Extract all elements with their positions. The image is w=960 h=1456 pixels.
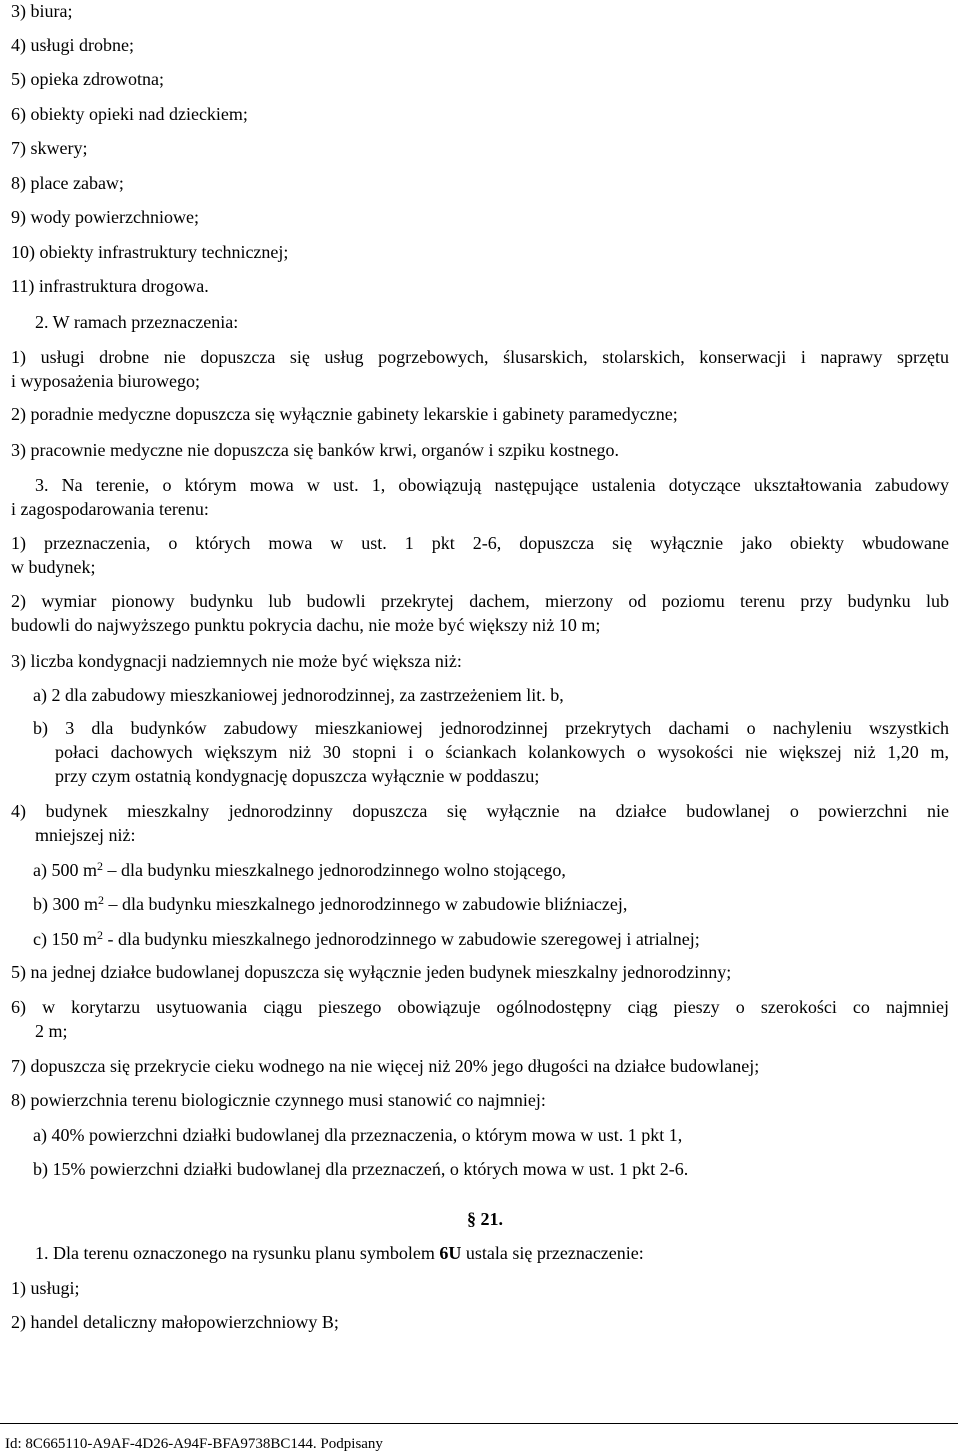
- sub-list-item: b) 15% powierzchni działki budowlanej dla przeznaczeń, o których mowa w ust. 1 pkt 2-6.: [33, 1159, 689, 1179]
- paragraph-line: 4) budynek mieszkalny jednorodzinny dopuszcza się wyłącznie na działce budowlanej o powierzchni nie: [11, 801, 949, 821]
- list-item: 10) obiekty infrastruktury technicznej;: [11, 242, 289, 262]
- paragraph-line: b) 3 dla budynków zabudowy mieszkaniowej jednorodzinnej przekrytych dachami o nachyleniu wszystkich: [33, 718, 949, 738]
- section-heading: 3. Na terenie, o którym mowa w ust. 1, obowiązują następujące ustalenia dotyczące ukształtowania zabudowy: [35, 475, 949, 495]
- paragraph-line: budowli do najwyższego punktu pokrycia dachu, nie może być większy niż 10 m;: [11, 615, 601, 635]
- sub-list-item: b) 300 $m^2$ – dla budynku mieszkalnego jednorodzinnego w zabudowie bliźniaczej,: [33, 893, 628, 914]
- paragraph-number: § 21.: [467, 1209, 503, 1229]
- list-item: 2) poradnie medyczne dopuszcza się wyłącznie gabinety lekarskie i gabinety paramedyczne;: [11, 404, 678, 424]
- list-item: 5) na jednej działce budowlanej dopuszcza się wyłącznie jeden budynek mieszkalny jednorodzinny;: [11, 962, 732, 982]
- paragraph-line: 2 m;: [35, 1021, 68, 1041]
- sub-list-item: a) 2 dla zabudowy mieszkaniowej jednorodzinnej, za zastrzeżeniem lit. b,: [33, 685, 564, 705]
- sub-list-item: a) 40% powierzchni działki budowlanej dla przeznaczenia, o którym mowa w ust. 1 pkt 1,: [33, 1125, 683, 1145]
- paragraph-line: przy czym ostatnią kondygnację dopuszcza wyłącznie w poddaszu;: [55, 766, 540, 786]
- paragraph-line: 2) wymiar pionowy budynku lub budowli przekrytej dachem, mierzony od poziomu terenu przy budynku lub: [11, 591, 949, 611]
- list-item: 6) obiekty opieki nad dzieckiem;: [11, 104, 248, 124]
- paragraph-line: mniejszej niż:: [35, 825, 136, 845]
- sub-list-item: c) 150 $m^2$ - dla budynku mieszkalnego jednorodzinnego w zabudowie szeregowej i atrialnej;: [33, 928, 700, 949]
- sub-list-item: a) 500 $m^2$ – dla budynku mieszkalnego jednorodzinnego wolno stojącego,: [33, 859, 566, 880]
- list-item: 8) place zabaw;: [11, 173, 124, 193]
- list-item: 11) infrastruktura drogowa.: [11, 276, 209, 296]
- footer-divider: [0, 1423, 958, 1424]
- paragraph-line: i wyposażenia biurowego;: [11, 371, 200, 391]
- paragraph-line: i zagospodarowania terenu:: [11, 499, 209, 519]
- list-item: 1) usługi;: [11, 1278, 80, 1298]
- list-item: 5) opieka zdrowotna;: [11, 69, 164, 89]
- list-item: 3) liczba kondygnacji nadziemnych nie może być większa niż:: [11, 651, 462, 671]
- list-item: 7) skwery;: [11, 138, 88, 158]
- section-heading: 2. W ramach przeznaczenia:: [35, 312, 239, 332]
- list-item: 9) wody powierzchniowe;: [11, 207, 199, 227]
- paragraph-line: 1) przeznaczenia, o których mowa w ust. 1 pkt 2-6, dopuszcza się wyłącznie jako obiekty wbudowane: [11, 533, 949, 553]
- list-item: 3) pracownie medyczne nie dopuszcza się banków krwi, organów i szpiku kostnego.: [11, 440, 619, 460]
- paragraph-line: połaci dachowych większym niż 30 stopni i o ściankach kolankowych o wysokości nie większej niż 1,20 m,: [55, 742, 949, 762]
- section-heading: 1. Dla terenu oznaczonego na rysunku planu symbolem 6U ustala się przeznaczenie:: [35, 1243, 644, 1263]
- list-item: 2) handel detaliczny małopowierzchniowy B;: [11, 1312, 339, 1332]
- paragraph-line: 6) w korytarzu usytuowania ciągu pieszego obowiązuje ogólnodostępny ciąg pieszy o szerokości co najmniej: [11, 997, 949, 1017]
- document-footer: Id: 8C665110-A9AF-4D26-A94F-BFA9738BC144. Podpisany: [5, 1436, 383, 1452]
- list-item: 8) powierzchnia terenu biologicznie czynnego musi stanowić co najmniej:: [11, 1090, 546, 1110]
- list-item: 3) biura;: [11, 1, 73, 21]
- paragraph-line: 1) usługi drobne nie dopuszcza się usług pogrzebowych, ślusarskich, stolarskich, konserwacji i naprawy sprzętu: [11, 347, 949, 367]
- paragraph-line: w budynek;: [11, 557, 96, 577]
- list-item: 7) dopuszcza się przekrycie cieku wodnego na nie więcej niż 20% jego długości na działce budowlanej;: [11, 1056, 760, 1076]
- list-item: 4) usługi drobne;: [11, 35, 134, 55]
